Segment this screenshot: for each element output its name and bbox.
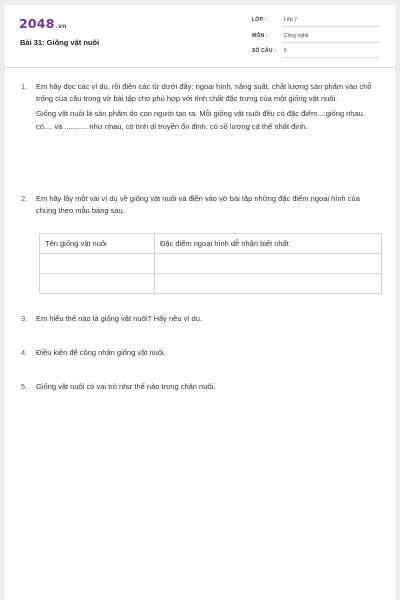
meta-count-value: 5 [282,48,380,58]
lesson-title: Bài 31: Giống vật nuôi [20,38,100,47]
meta-class-row [252,17,380,28]
table-header-features: Đặc điểm ngoại hình dễ nhận biết nhất [155,234,382,254]
question-number: 3. [21,314,28,323]
question-5 [21,381,381,393]
question-text: Em hãy đọc các ví dụ, rồi điền các từ dưới đây: ngoại hình, năng suất, chất lượng sản phẩm vào chỗ trống của câu trong vở bài tập cho phù hợp với tính chất đặc trưng của một giống vật nuôi. [36,82,372,104]
question-text: Em hãy lấy một vài ví dụ về giống vật nuôi và điền vào vở bài tập những đặc điểm ngoại hình của chúng theo mẫu bảng sau. [36,194,360,216]
logo-text: 2048 [19,16,55,31]
question-text: Giống vật nuôi có vai trò như thế nào trong chăn nuôi. [36,382,216,391]
question-1 [21,81,381,133]
table-row [40,254,382,274]
table-cell[interactable] [40,274,155,294]
answer-table [39,233,382,294]
table-header-breed: Tên giống vật nuôi [40,234,155,254]
question-3 [21,313,381,325]
table-header-row [40,234,382,254]
meta-count-label: SỐ CÂU : [252,48,277,54]
worksheet-page [5,5,395,600]
question-subtext: Giống vật nuôi là sản phẩm do con người tạo ra. Mỗi giống vật nuôi đều có đặc điểm....giống nhau, có.... và ........... như nhau, có tính di truyền ổn định, có số lượng cá thể nhất định. [36,109,365,131]
question-2 [21,193,381,217]
question-number: 1. [21,82,28,91]
table-cell[interactable] [40,254,155,274]
site-logo[interactable] [19,16,67,31]
meta-count-row [252,48,380,59]
table-row [40,274,382,294]
worksheet-header [5,5,395,68]
logo-tld: .vn [55,23,67,30]
question-number: 5. [21,382,28,391]
meta-subject-value: Công nghệ [282,33,380,43]
table-cell[interactable] [155,274,382,294]
meta-class-value: Lớp 7 [282,17,380,27]
question-text: Điều kiện để công nhận giống vật nuôi. [36,348,166,357]
question-4 [21,347,381,359]
question-number: 4. [21,348,28,357]
question-number: 2. [21,194,28,203]
question-text: Em hiểu thế nào là giống vật nuôi? Hãy nêu ví dụ. [36,314,202,323]
meta-subject-label: MÔN : [252,33,268,39]
meta-subject-row [252,33,380,44]
meta-class-label: LỚP : [252,17,267,23]
table-cell[interactable] [155,254,382,274]
